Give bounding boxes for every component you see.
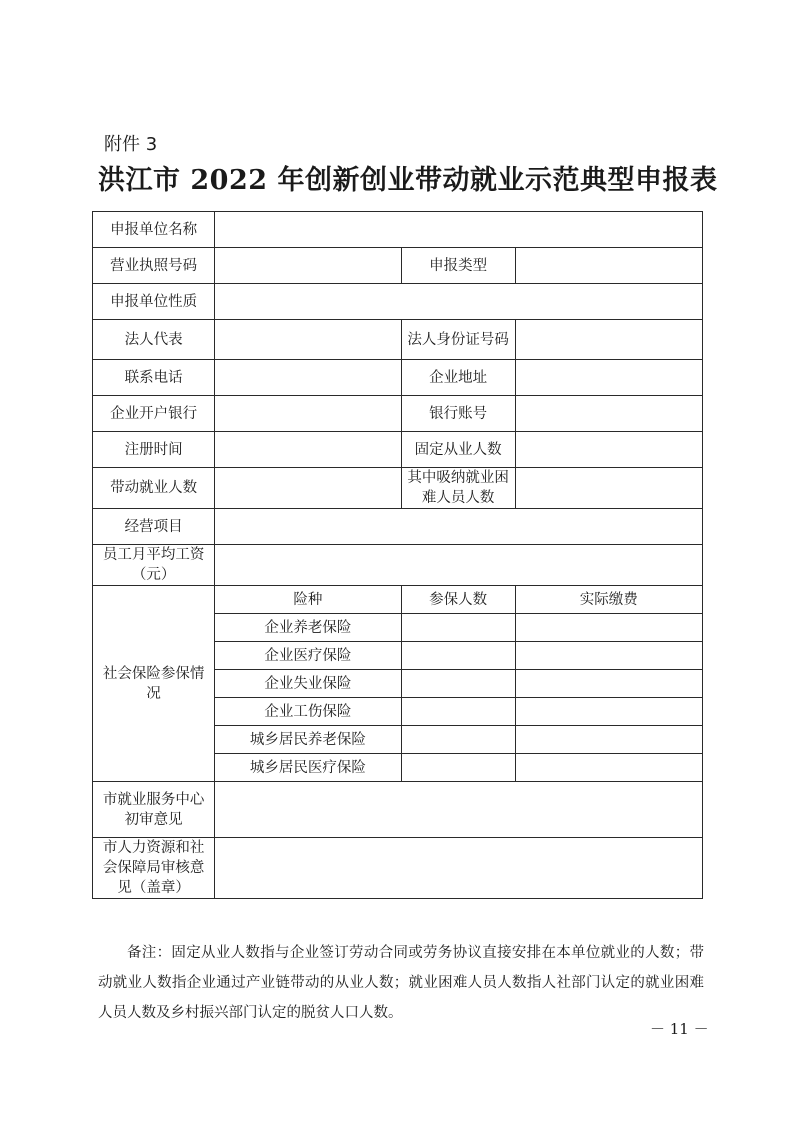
ins-paid-field[interactable] xyxy=(515,614,702,642)
account-field[interactable] xyxy=(515,396,702,432)
unit-nature-field[interactable] xyxy=(215,284,703,320)
bank-field[interactable] xyxy=(215,396,401,432)
ins-count-field[interactable] xyxy=(401,698,515,726)
bureau-opinion-label: 市人力资源和社会保障局审核意见（盖章） xyxy=(93,838,215,899)
ins-count-field[interactable] xyxy=(401,754,515,782)
attachment-label: 附件 3 xyxy=(104,134,158,155)
legal-rep-field[interactable] xyxy=(215,320,401,360)
ins-paid-field[interactable] xyxy=(515,642,702,670)
footnote: 备注：固定从业人数指与企业签订劳动合同或劳务协议直接安排在本单位就业的人数；带动就业人数指企业通过产业链带动的从业人数；就业困难人员人数指人社部门认定的就业困难人员人数及乡村振兴部门认定的脱贫人口人数。 xyxy=(98,945,704,1021)
legal-id-field[interactable] xyxy=(515,320,702,360)
driven-jobs-field[interactable] xyxy=(215,468,401,509)
hard-to-employ-label: 其中吸纳就业困难人员人数 xyxy=(401,468,515,509)
ins-count-field[interactable] xyxy=(401,642,515,670)
ins-paid-field[interactable] xyxy=(515,670,702,698)
ins-header-paid: 实际缴费 xyxy=(515,586,702,614)
legal-rep-label: 法人代表 xyxy=(93,320,215,360)
ins-type-label: 企业失业保险 xyxy=(215,670,401,698)
center-opinion-field[interactable] xyxy=(215,782,703,838)
phone-field[interactable] xyxy=(215,360,401,396)
form-title: 洪江市 2022 年创新创业带动就业示范典型申报表 xyxy=(98,165,718,196)
account-label: 银行账号 xyxy=(401,396,515,432)
ins-type-label: 企业医疗保险 xyxy=(215,642,401,670)
fixed-staff-label: 固定从业人数 xyxy=(401,432,515,468)
unit-name-label: 申报单位名称 xyxy=(93,212,215,248)
ins-type-label: 城乡居民养老保险 xyxy=(215,726,401,754)
application-form-table xyxy=(92,211,703,899)
ins-type-label: 企业工伤保险 xyxy=(215,698,401,726)
business-label: 经营项目 xyxy=(93,509,215,545)
address-field[interactable] xyxy=(515,360,702,396)
apply-type-field[interactable] xyxy=(515,248,702,284)
ins-paid-field[interactable] xyxy=(515,754,702,782)
center-opinion-label: 市就业服务中心初审意见 xyxy=(93,782,215,838)
bureau-opinion-field[interactable] xyxy=(215,838,703,899)
driven-jobs-label: 带动就业人数 xyxy=(93,468,215,509)
license-no-field[interactable] xyxy=(215,248,401,284)
unit-nature-label: 申报单位性质 xyxy=(93,284,215,320)
ins-paid-field[interactable] xyxy=(515,726,702,754)
ins-header-count: 参保人数 xyxy=(401,586,515,614)
ins-count-field[interactable] xyxy=(401,670,515,698)
apply-type-label: 申报类型 xyxy=(401,248,515,284)
reg-time-label: 注册时间 xyxy=(93,432,215,468)
social-insurance-label: 社会保险参保情况 xyxy=(93,586,215,782)
ins-count-field[interactable] xyxy=(401,726,515,754)
ins-paid-field[interactable] xyxy=(515,698,702,726)
ins-header-type: 险种 xyxy=(215,586,401,614)
hard-to-employ-field[interactable] xyxy=(515,468,702,509)
phone-label: 联系电话 xyxy=(93,360,215,396)
ins-type-label: 城乡居民医疗保险 xyxy=(215,754,401,782)
ins-type-label: 企业养老保险 xyxy=(215,614,401,642)
ins-count-field[interactable] xyxy=(401,614,515,642)
bank-label: 企业开户银行 xyxy=(93,396,215,432)
unit-name-field[interactable] xyxy=(215,212,703,248)
address-label: 企业地址 xyxy=(401,360,515,396)
business-field[interactable] xyxy=(215,509,703,545)
legal-id-label: 法人身份证号码 xyxy=(401,320,515,360)
fixed-staff-field[interactable] xyxy=(515,432,702,468)
avg-salary-label: 员工月平均工资（元） xyxy=(93,545,215,586)
avg-salary-field[interactable] xyxy=(215,545,703,586)
page-number: － 11 － xyxy=(650,1020,709,1038)
license-no-label: 营业执照号码 xyxy=(93,248,215,284)
reg-time-field[interactable] xyxy=(215,432,401,468)
